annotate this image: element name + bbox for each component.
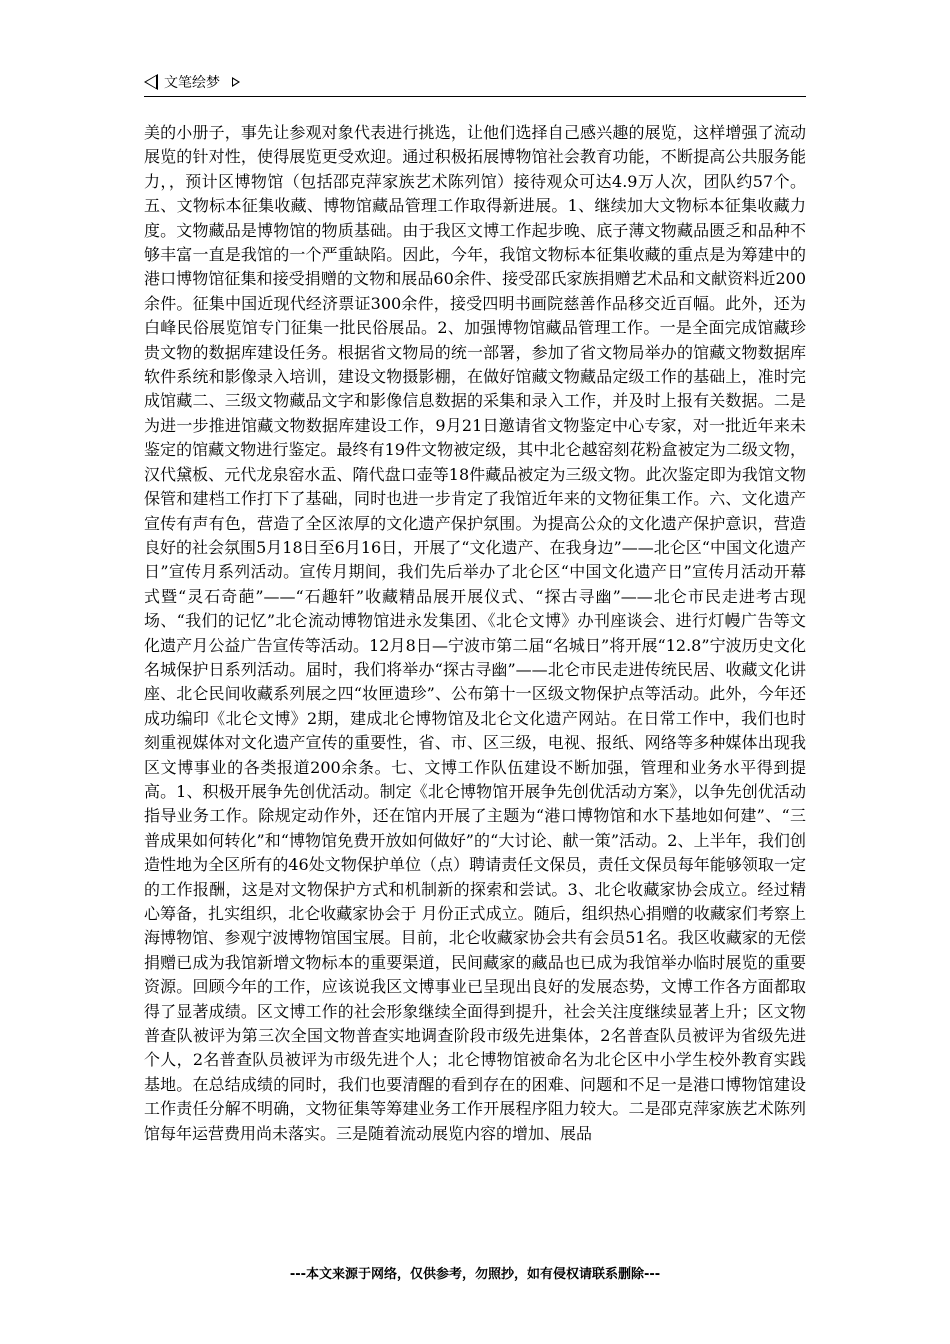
triangle-left-icon <box>144 74 158 90</box>
triangle-right-icon <box>232 77 240 87</box>
header-title: 文笔绘梦 <box>164 75 220 91</box>
footer-notice: ---本文来源于网络，仅供参考，勿照抄，如有侵权请联系删除--- <box>289 1267 661 1282</box>
page-header <box>144 68 806 97</box>
document-body-text: 美的小册子，事先让参观对象代表进行挑选，让他们选择自己感兴趣的展览，这样增强了流动展览的针对性，使得展览更受欢迎。通过积极拓展博物馆社会教育功能，不断提高公共服务能力，，预计区博物馆（包括邵克萍家族艺术陈列馆）接待观众可达4.9万人次，团队约57个。五、文物标本征集收藏、博物馆藏品管理工作取得新进展。1、继续加大文物标本征集收藏力度。文物藏品是博物馆的物质基础。由于我区文博工作起步晚、底子薄文物藏品匮乏和品种不够丰富一直是我馆的一个严重缺陷。因此，今年，我馆文物标本征集收藏的重点是为筹建中的港口博物馆征集和接受捐赠的文物和展品60余件、接受邵氏家族捐赠艺术品和文献资料近200余件。征集中国近现代经济票证300余件，接受四明书画院慈善作品移交近百幅。此外，还为白峰民俗展览馆专门征集一批民俗展品。2、加强博物馆藏品管理工作。一是全面完成馆藏珍贵文物的数据库建设任务。根据省文物局的统一部署，参加了省文物局举办的馆藏文物数据库软件系统和影像录入培训，建设文物摄影棚，在做好馆藏文物藏品定级工作的基础上，准时完成馆藏二、三级文物藏品文字和影像信息数据的采集和录入工作，并及时上报有关数据。二是为进一步推进馆藏文物数据库建设工作，9月21日邀请省文物鉴定中心专家，对一批近年来未鉴定的馆藏文物进行鉴定。最终有19件文物被定级，其中北仑越窑刻花粉盒被定为二级文物，汉代黛板、元代龙泉窑水盂、隋代盘口壶等18件藏品被定为三级文物。此次鉴定即为我馆文物保管和建档工作打下了基础，同时也进一步肯定了我馆近年来的文物征集工作。六、文化遗产宣传有声有色，营造了全区浓厚的文化遗产保护氛围。为提高公众的文化遗产保护意识，营造良好的社会氛围5月18日至6月16日，开展了“文化遗产、在我身边”——北仑区“中国文化遗产日”宣传月系列活动。宣传月期间，我们先后举办了北仑区“中国文化遗产日”宣传月活动开幕式暨“灵石奇葩”——“石趣轩”收藏精品展开展仪式、“探古寻幽”——北仑市民走进考古现场、“我们的记忆”北仑流动博物馆进永发集团、《北仑文博》办刊座谈会、进行灯幔广告等文化遗产月公益广告宣传等活动。12月8日—宁波市第二届“名城日”将开展“12.8”宁波历史文化名城保护日系列活动。届时，我们将举办“探古寻幽”——北仑市民走进传统民居、收藏文化讲座、北仑民间收藏系列展之四“妆匣遗珍”、公布第十一区级文物保护点等活动。此外，今年还成功编印《北仑文博》2期，建成北仑博物馆及北仑文化遗产网站。在日常工作中，我们也时刻重视媒体对文化遗产宣传的重要性，省、市、区三级，电视、报纸、网络等多种媒体出现我区文博事业的各类报道200余条。七、文博工作队伍建设不断加强，管理和业务水平得到提高。1、积极开展争先创优活动。制定《北仑博物馆开展争先创优活动方案》，以争先创优活动指导业务工作。除规定动作外，还在馆内开展了主题为“港口博物馆和水下基地如何建”、“三普成果如何转化”和“博物馆免费开放如何做好”的“大讨论、献一策”活动。2、上半年，我们创造性地为全区所有的46处文物保护单位（点）聘请责任文保员，责任文保员每年能够领取一定的工作报酬，这是对文物保护方式和机制新的探索和尝试。3、北仑收藏家协会成立。经过精心筹备，扎实组织，北仑收藏家协会于 月份正式成立。随后，组织热心捐赠的收藏家们考察上海博物馆、参观宁波博物馆国宝展。目前，北仑收藏家协会共有会员51名。我区收藏家的无偿捐赠已成为我馆新增文物标本的重要渠道，民间藏家的藏品也已成为我馆举办临时展览的重要资源。回顾今年的工作，应该说我区文博事业已呈现出良好的发展态势，文博工作各方面都取得了显著成绩。区文博工作的社会形象继续全面得到提升，社会关注度继续显著上升；区文物普查队被评为第三次全国文物普查实地调查阶段市级先进集体，2名普查队员被评为省级先进个人，2名普查队员被评为市级先进个人；北仑博物馆被命名为北仑区中小学生校外教育实践基地。在总结成绩的同时，我们也要清醒的看到存在的困难、问题和不足一是港口博物馆建设工作责任分解不明确，文物征集等筹建业务工作开展程序阻力较大。二是邵克萍家族艺术陈列馆每年运营费用尚未落实。三是随着流动展览内容的增加、展品 <box>144 123 806 1143</box>
